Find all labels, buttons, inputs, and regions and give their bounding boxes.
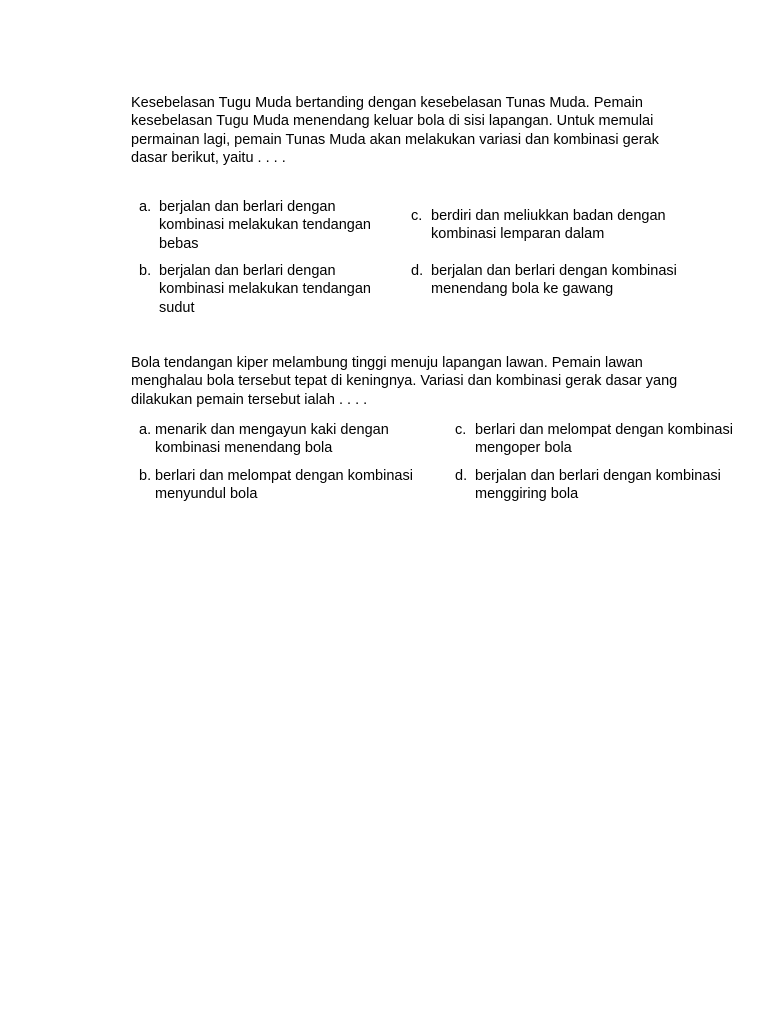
option-text: menarik dan mengayun kaki dengan kombinasi menendang bola [155,422,389,457]
option-text: berjalan dan berlari dengan kombinasi melakukan tendangan sudut [159,263,371,316]
option-letter: a. [139,422,152,438]
option-letter: d. [455,468,468,484]
question-1-option-a [139,198,389,253]
option-letter: c. [411,208,423,224]
option-letter: b. [139,468,152,484]
option-letter: b. [139,263,152,279]
option-text: berlari dan melompat dengan kombinasi menyundul bola [155,468,413,503]
option-letter: d. [411,263,424,279]
question-1-option-d [411,262,681,299]
question-1-option-c [411,207,681,244]
option-letter: c. [455,422,467,438]
option-text: berjalan dan berlari dengan kombinasi melakukan tendangan bebas [159,199,371,252]
question-2-option-d [455,467,765,504]
option-text: berdiri dan meliukkan badan dengan kombinasi lemparan dalam [431,208,666,243]
option-text: berjalan dan berlari dengan kombinasi menendang bola ke gawang [431,263,677,298]
question-2-option-c [455,421,765,458]
question-2-option-b [139,467,445,504]
question-2-option-a [139,421,445,458]
question-2-stem: Bola tendangan kiper melambung tinggi menuju lapangan lawan. Pemain lawan menghalau bola tersebut tepat di keningnya. Variasi dan kombinasi gerak dasar yang dilakukan pemain tersebut ialah . . . . [131,355,678,408]
question-1-stem: Kesebelasan Tugu Muda bertanding dengan kesebelasan Tunas Muda. Pemain kesebelasan Tugu Muda menendang keluar bola di sisi lapangan. Untuk memulai permainan lagi, pemain Tunas Muda akan melakukan variasi dan kombinasi gerak dasar berikut, yaitu . . . . [131,95,659,166]
option-text: berlari dan melompat dengan kombinasi mengoper bola [475,422,733,457]
option-text: berjalan dan berlari dengan kombinasi menggiring bola [475,468,721,503]
option-letter: a. [139,199,152,215]
question-1-option-b [139,262,389,317]
